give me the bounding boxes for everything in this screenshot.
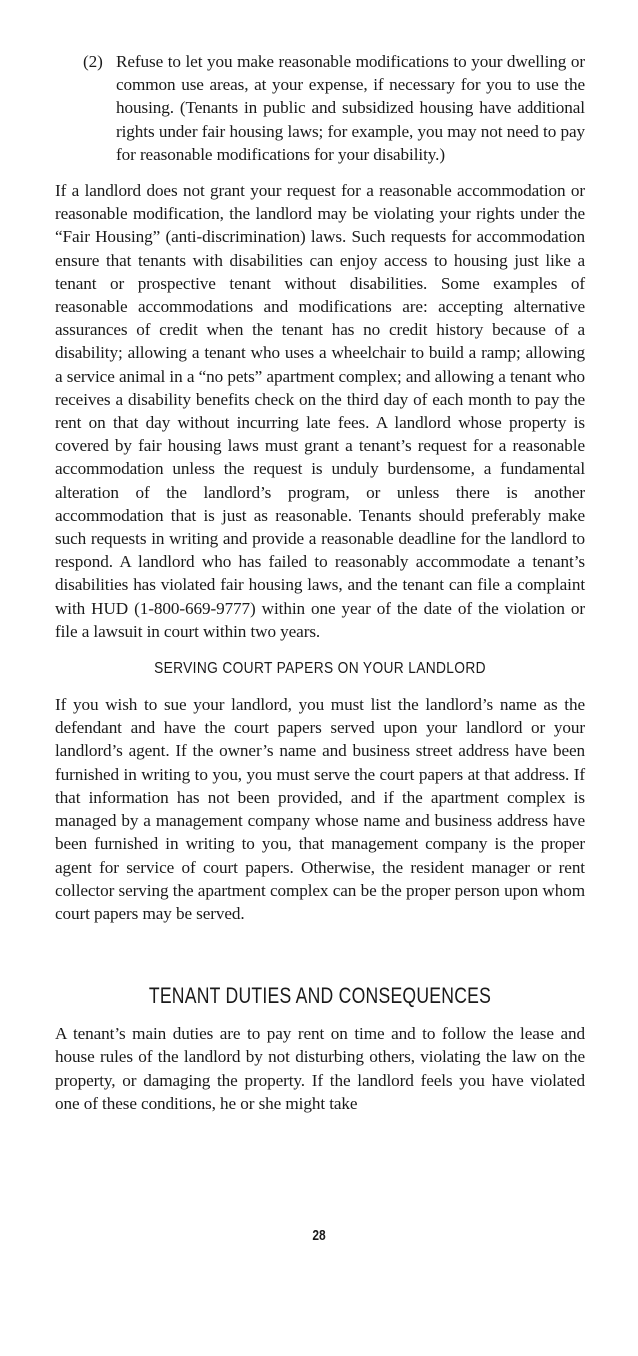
- section-heading-serving-court-papers: SERVING COURT PAPERS ON YOUR LANDLORD: [154, 660, 486, 678]
- list-item-text: Refuse to let you make reasonable modifications to your dwelling or common use areas, at your expense, if necessary for you to use the housing. (Tenants in public and subsidized housing have additional rights under fair housing laws; for example, you may not need to pay for reasonable modifications for your disability.): [116, 52, 585, 164]
- paragraph-tenant-duties: A tenant’s main duties are to pay rent on time and to follow the lease and house rules of the landlord by not disturbing others, violating the law on the property, or damaging the property. If the landlord feels you have violated one of these conditions, he or she might take: [55, 1024, 585, 1113]
- chapter-heading-tenant-duties: TENANT DUTIES AND CONSEQUENCES: [148, 983, 492, 1009]
- list-item: [83, 50, 585, 166]
- paragraph-serving-court-papers: If you wish to sue your landlord, you must list the landlord’s name as the defendant and have the court papers served upon your landlord or your landlord’s agent. If the owner’s name and business street address have been furnished in writing to you, you must serve the court papers at that address. If that information has not been provided, and if the apartment complex is managed by a management company whose name and business address have been furnished in writing to you, that management company is the proper agent for service of court papers. Otherwise, the resident manager or rent collector serving the apartment complex can be the proper person upon whom court papers may be served.: [55, 695, 585, 923]
- paragraph-reasonable-accommodation: If a landlord does not grant your request for a reasonable accommodation or reasonable modification, the landlord may be violating your rights under the “Fair Housing” (anti-discrimination) laws. Such requests for accommodation ensure that tenants with disabilities can enjoy access to housing just like a tenant or prospective tenant without disabilities. Some examples of reasonable accommodations and modifications are: accepting alternative assurances of credit when the tenant has no credit history because of a disability; allowing a tenant who uses a wheelchair to build a ramp; allowing a service animal in a “no pets” apartment complex; and allowing a tenant who receives a disability benefits check on the third day of each month to pay the rent on that day without incurring late fees. A landlord whose property is covered by fair housing laws must grant a tenant’s request for a reasonable accommodation unless the request is unduly burdensome, a fundamental alteration of the landlord’s program, or unless there is another accommodation that is just as reasonable. Tenants should preferably make such requests in writing and provide a reasonable deadline for the landlord to respond. A landlord who has failed to reasonably accommodate a tenant’s disabilities has violated fair housing laws, and the tenant can file a complaint with HUD (1-800-669-9777) within one year of the date of the violation or file a lawsuit in court within two years.: [55, 181, 585, 641]
- document-page: [55, 50, 585, 1115]
- page-number: 28: [312, 1227, 326, 1244]
- list-item-number: (2): [83, 52, 103, 71]
